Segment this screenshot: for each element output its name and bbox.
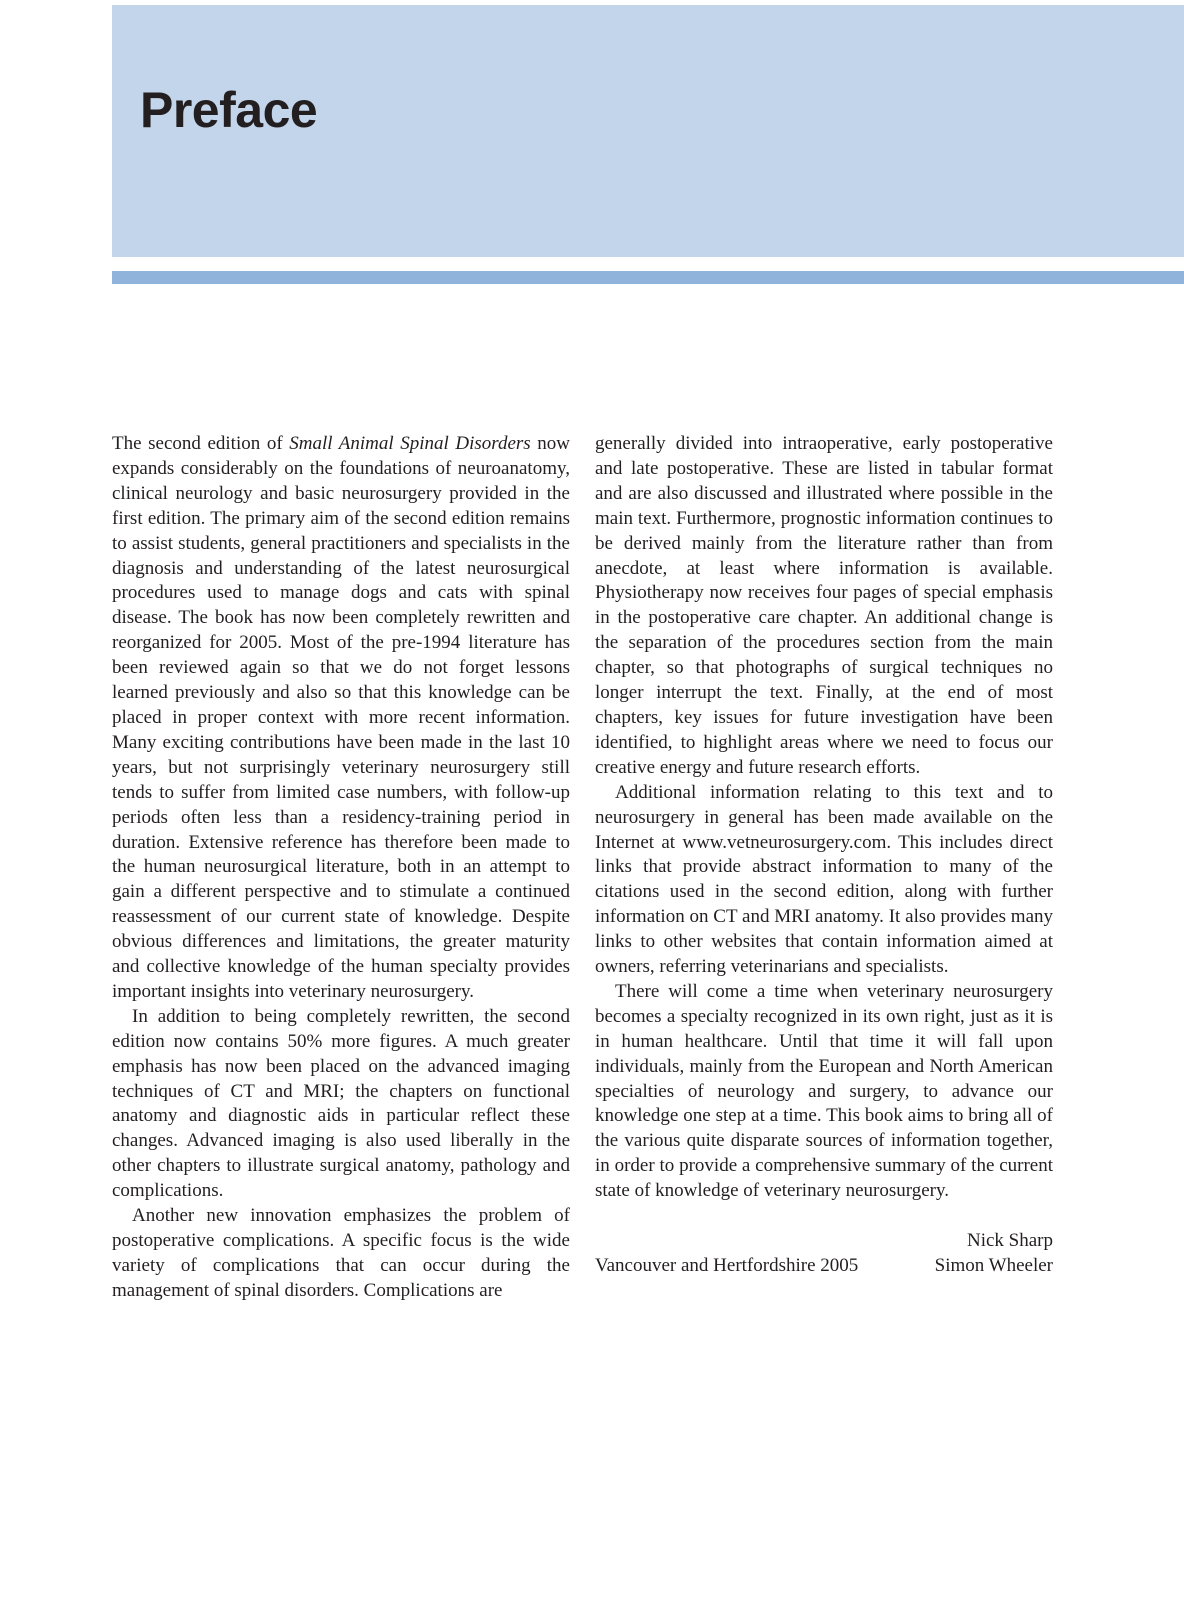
book-title: Small Animal Spinal Disorders xyxy=(289,433,531,454)
right-column xyxy=(595,432,1053,1279)
header-rule xyxy=(112,271,1184,284)
header-band xyxy=(112,5,1184,257)
paragraph-1-body: now expands considerably on the foundations of neuroanatomy, clinical neurology and basic neurosurgery provided in the first edition. The primary aim of the second edition remains to assist students, general practitioners and specialists in the diagnosis and understanding of the latest neurosurgical procedures used to manage dogs and cats with spinal disease. The book has now been completely rewritten and reorganized for 2005. Most of the pre-1994 literature has been reviewed again so that we do not forget lessons learned previously and also so that this knowledge can be placed in proper context with more recent information. Many exciting contributions have been made in the last 10 years, but not surprisingly veterinary neurosurgery still tends to suffer from limited case numbers, with follow-up periods often less than a residency-training period in duration. Extensive reference has therefore been made to the human neurosurgical literature, both in an attempt to gain a different perspective and to stimulate a continued reassessment of our current state of knowledge. Despite obvious differences and limitations, the greater maturity and collective knowledge of the human specialty provides important insights into veterinary neurosurgery. xyxy=(112,433,570,1002)
place-date: Vancouver and Hertfordshire 2005 xyxy=(595,1254,859,1276)
page-title: Preface xyxy=(140,82,318,138)
author-1: Nick Sharp xyxy=(966,1229,1053,1251)
paragraph-5: There will come a time when veterinary neurosurgery becomes a specialty recognized in its own right, just as it is in human healthcare. Until that time it will fall upon individuals, mainly from the European and North American specialties of neurology and surgery, to advance our knowledge one step at a time. This book aims to bring all of the various quite disparate sources of information together, in order to provide a comprehensive summary of the current state of knowledge of veterinary neurosurgery. xyxy=(595,980,1053,1202)
left-column xyxy=(112,432,570,1304)
paragraph-2: In addition to being completely rewritten, the second edition now contains 50% more figures. A much greater emphasis has now been placed on the advanced imaging techniques of CT and MRI; the chapters on functional anatomy and diagnostic aids in particular reflect these changes. Advanced imaging is also used liberally in the other chapters to illustrate surgical anatomy, pathology and complications. xyxy=(112,1005,570,1202)
paragraph-1 xyxy=(112,432,570,1005)
paragraph-3-start: Another new innovation emphasizes the problem of postoperative complications. A specific focus is the wide variety of complications that can occur during the management of spinal disorders. Complications are xyxy=(112,1205,570,1301)
author-2: Simon Wheeler xyxy=(934,1254,1053,1276)
signoff xyxy=(595,1229,1053,1279)
paragraph-3-end: generally divided into intraoperative, early postoperative and late postoperative. These are listed in tabular format and are also discussed and illustrated where possible in the main text. Furthermore, prognostic information continues to be derived mainly from the literature rather than from anecdote, at least where information is available. Physiotherapy now receives four pages of special emphasis in the postoperative care chapter. An additional change is the separation of the procedures section from the main chapter, so that photographs of surgical techniques no longer interrupt the text. Finally, at the end of most chapters, key issues for future investigation have been identified, to highlight areas where we need to focus our creative energy and future research efforts. xyxy=(595,433,1053,778)
paragraph-4: Additional information relating to this text and to neurosurgery in general has been made available on the Internet at www.vetneurosurgery.com. This includes direct links that provide abstract information to many of the citations used in the second edition, along with further information on CT and MRI anatomy. It also provides many links to other websites that contain information aimed at owners, referring veterinarians and specialists. xyxy=(595,781,1053,978)
signoff-line xyxy=(595,1254,1053,1279)
paragraph-1-intro: The second edition of xyxy=(112,433,290,454)
